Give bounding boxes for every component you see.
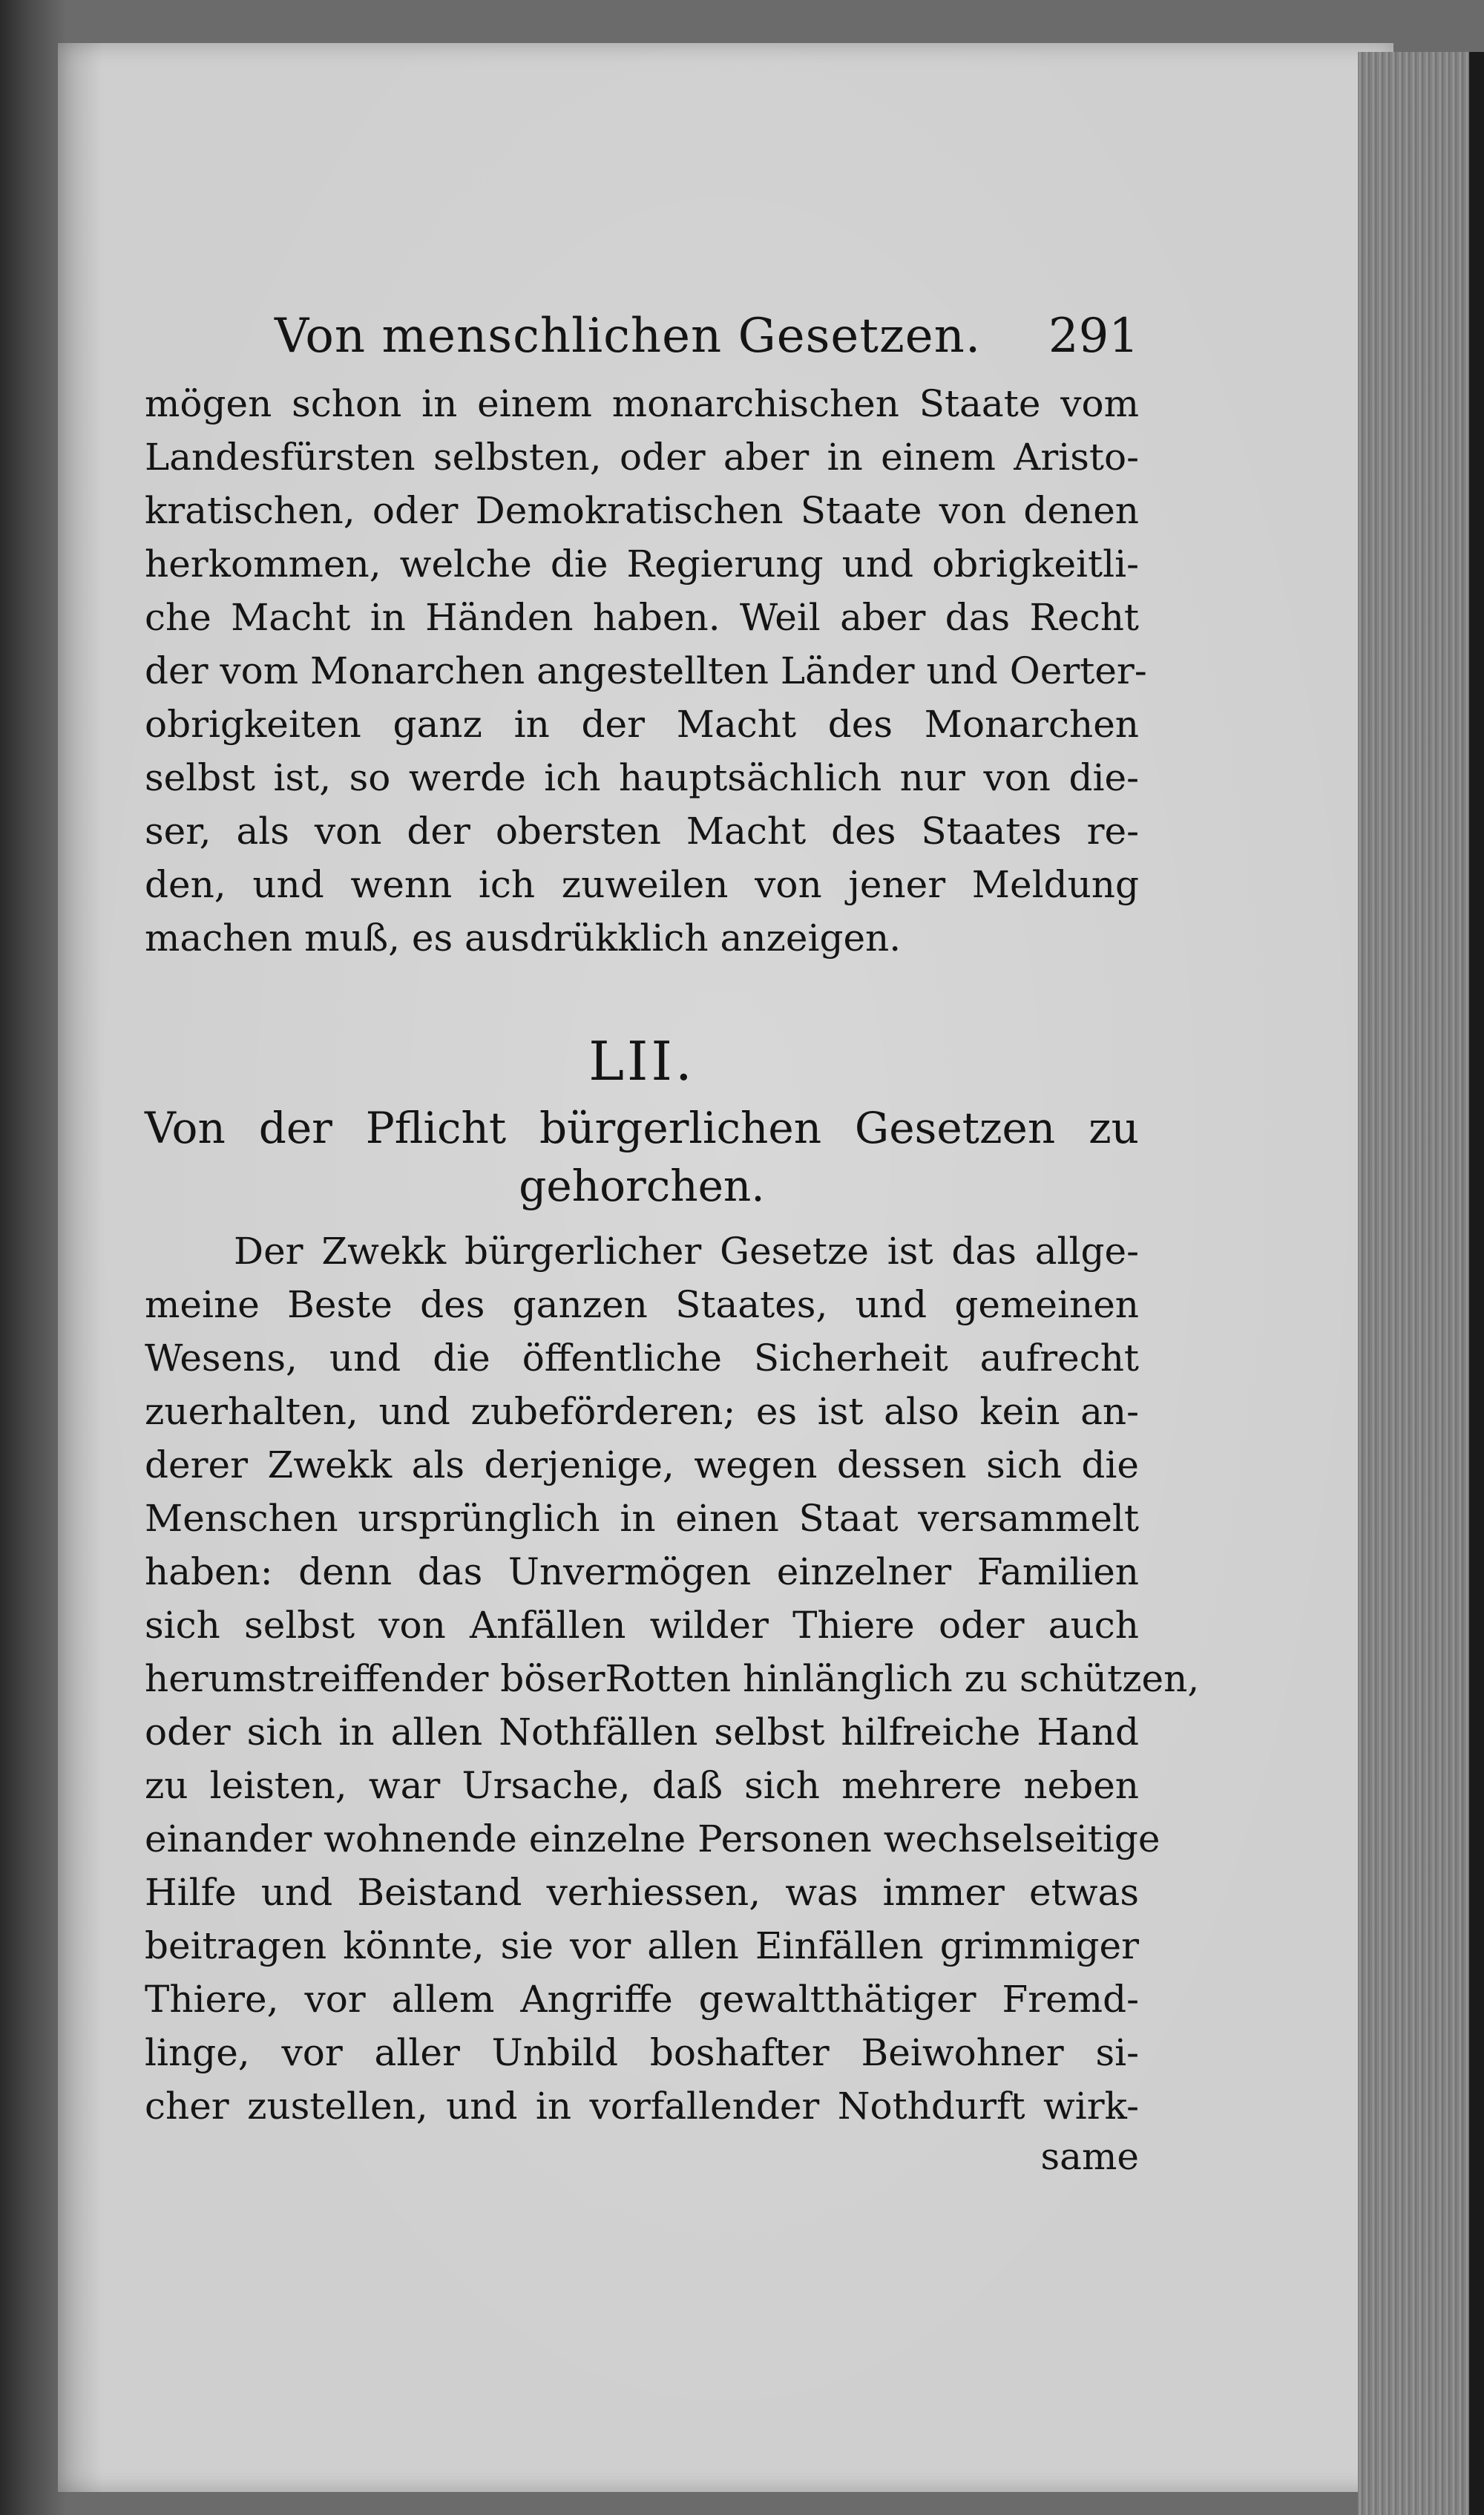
text-line: den, und wenn ich zuweilen von jener Meldung: [145, 863, 1139, 906]
text-line: zuerhalten, und zubeförderen; es ist also kein an-: [145, 1390, 1139, 1433]
text-line: herumstreiffender böserRotten hinlänglich zu schützen,: [145, 1657, 1200, 1700]
text-line: haben: denn das Unvermögen einzelner Familien: [145, 1550, 1139, 1593]
section-number: LII.: [588, 1030, 695, 1092]
text-line: obrigkeiten ganz in der Macht des Monarchen: [145, 703, 1139, 746]
page-number: 291: [1048, 309, 1139, 364]
text-line: Landesfürsten selbsten, oder aber in einem Aristo-: [145, 436, 1139, 479]
text-line: Thiere, vor allem Angriffe gewaltthätiger Fremd-: [145, 1978, 1139, 2021]
text-line: Wesens, und die öffentliche Sicherheit aufrecht: [145, 1337, 1139, 1380]
section-title-line-1: Von der Pflicht bürgerlichen Gesetzen zu: [145, 1103, 1139, 1153]
text-line: ser, als von der obersten Macht des Staates re-: [145, 810, 1139, 853]
text-line: der vom Monarchen angestellten Länder und Oerter-: [145, 649, 1147, 692]
text-line: Menschen ursprünglich in einen Staat versammelt: [145, 1497, 1139, 1540]
running-title: Von menschlichen Gesetzen.: [275, 309, 982, 364]
text-line: Der Zwekk bürgerlicher Gesetze ist das allge-: [234, 1230, 1139, 1273]
text-line: machen muß, es ausdrükklich anzeigen.: [145, 917, 902, 960]
text-line: einander wohnende einzelne Personen wechselseitige: [145, 1817, 1160, 1860]
text-line: selbst ist, so werde ich hauptsächlich nur von die-: [145, 756, 1139, 799]
text-line: sich selbst von Anfällen wilder Thiere oder auch: [145, 1604, 1139, 1647]
text-line: mögen schon in einem monarchischen Staate vom: [145, 382, 1139, 425]
text-line: cher zustellen, und in vorfallender Nothdurft wirk-: [145, 2085, 1139, 2128]
text-line: beitragen könnte, sie vor allen Einfällen grimmiger: [145, 1924, 1139, 1967]
text-line: che Macht in Händen haben. Weil aber das Recht: [145, 596, 1139, 639]
text-line: oder sich in allen Nothfällen selbst hilfreiche Hand: [145, 1711, 1139, 1754]
page-block-edge: [1358, 52, 1484, 2515]
catchword: same: [1040, 2135, 1139, 2178]
text-line: zu leisten, war Ursache, daß sich mehrere neben: [145, 1764, 1139, 1807]
text-line: linge, vor aller Unbild boshafter Beiwohner si-: [145, 2031, 1139, 2074]
text-line: derer Zwekk als derjenige, wegen dessen sich die: [145, 1443, 1139, 1486]
text-line: kratischen, oder Demokratischen Staate von denen: [145, 489, 1139, 532]
text-line: Hilfe und Beistand verhiessen, was immer etwas: [145, 1871, 1139, 1914]
section-title-line-2: gehorchen.: [519, 1161, 765, 1211]
text-line: herkommen, welche die Regierung und obrigkeitli-: [145, 542, 1139, 586]
text-line: meine Beste des ganzen Staates, und gemeinen: [145, 1283, 1139, 1326]
running-head: [275, 303, 1139, 370]
